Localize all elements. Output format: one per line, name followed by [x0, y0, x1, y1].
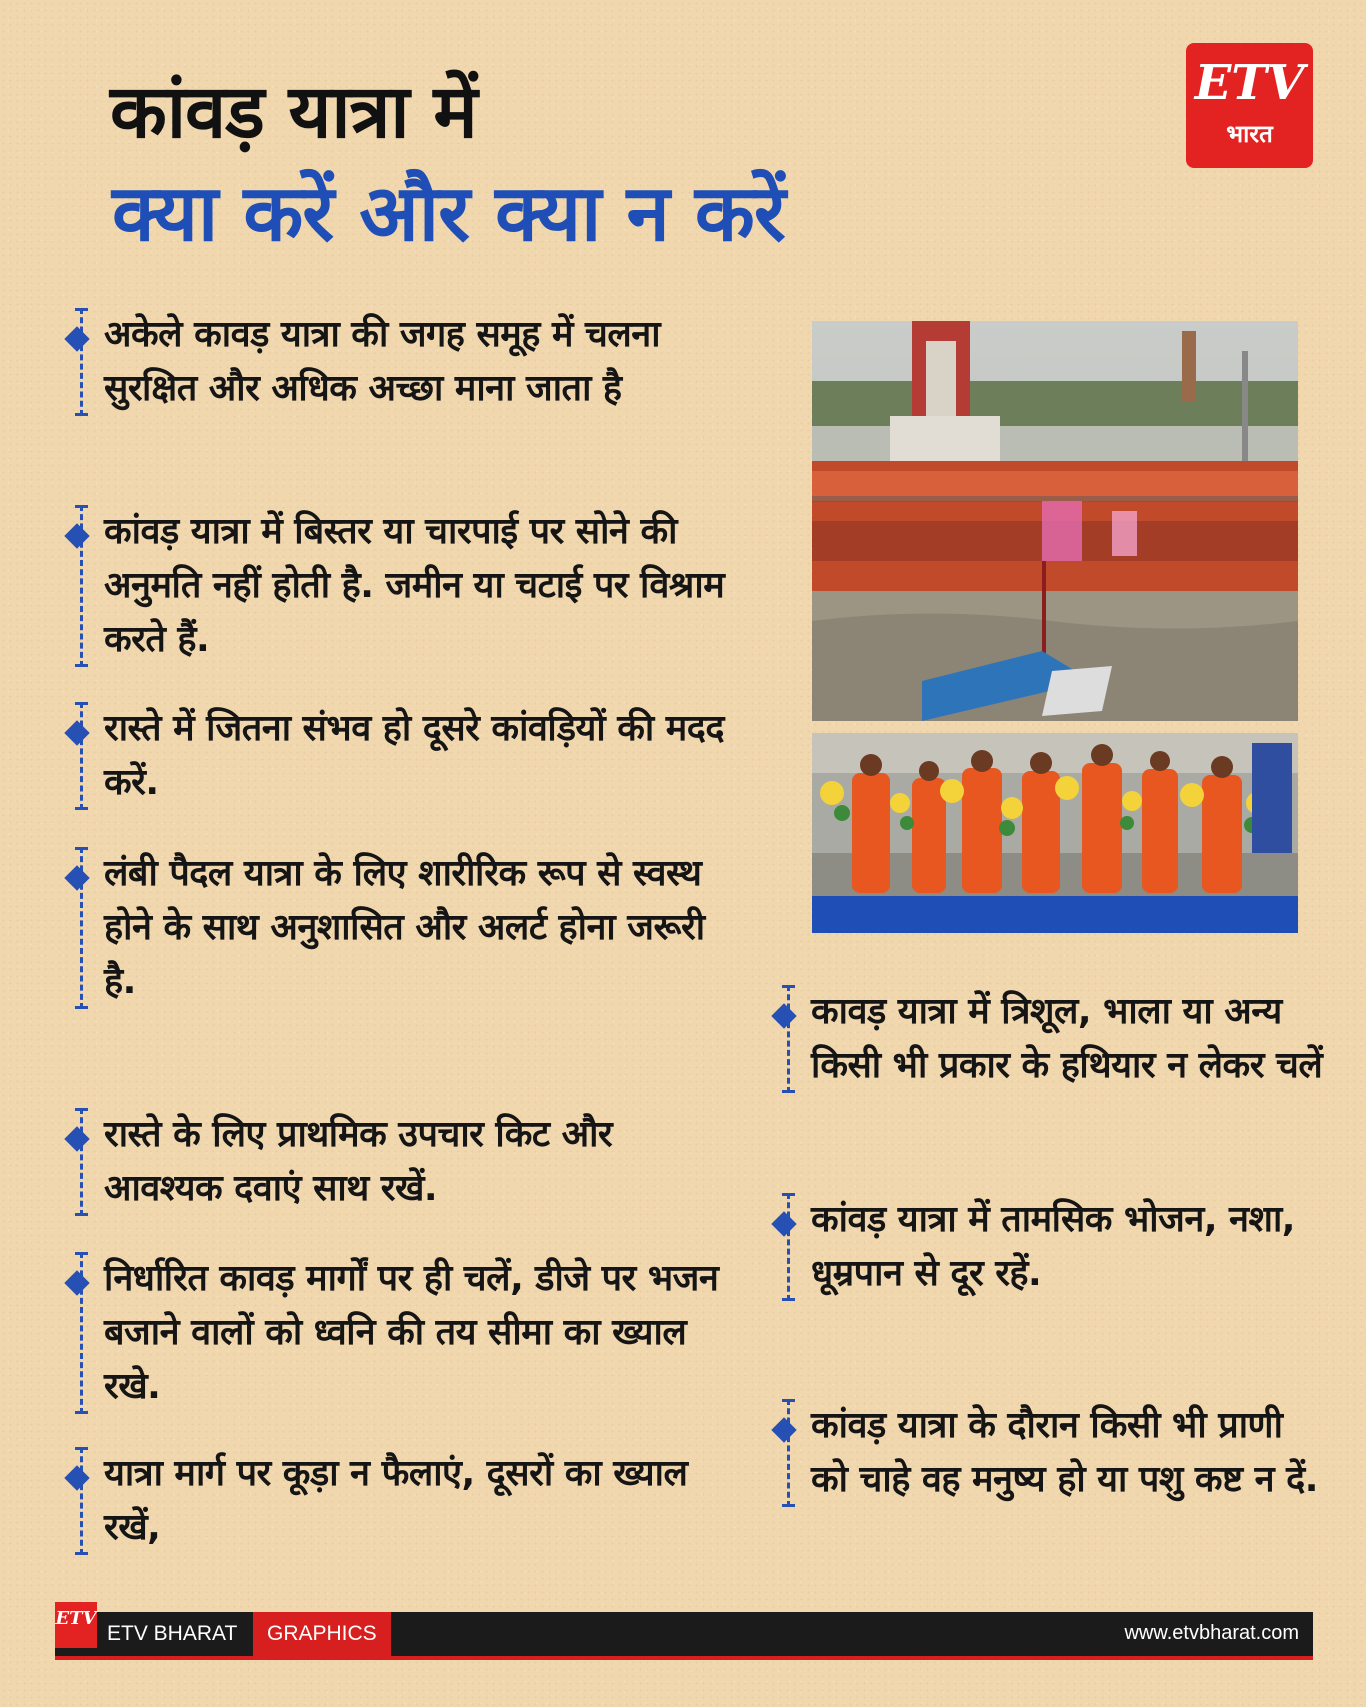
footer-bar: [55, 1608, 1313, 1660]
do-item-7: [80, 1447, 730, 1555]
title-line-2: क्या करें और क्या न करें: [112, 169, 785, 259]
logo-sub: भारत: [1226, 120, 1273, 148]
footer-url[interactable]: www.etvbharat.com: [1124, 1622, 1299, 1644]
item-text: निर्धारित कावड़ मार्गों पर ही चलें, डीजे पर भजन बजाने वालों को ध्वनि की तय सीमा का ख्याल रखे.: [104, 1258, 719, 1407]
photo-blue-band: [812, 896, 1298, 933]
footer-brand: ETV BHARAT: [107, 1622, 238, 1645]
etv-bharat-logo: [1186, 43, 1313, 168]
footer-logo: ETV: [55, 1602, 97, 1648]
item-text: रास्ते के लिए प्राथमिक उपचार किट और आवश्यक दवाएं साथ रखें.: [104, 1114, 613, 1209]
bullet-diamond-icon: [64, 1465, 89, 1490]
item-text: कांवड़ यात्रा में बिस्तर या चारपाई पर सोने की अनुमति नहीं होती है. जमीन या चटाई पर विश्राम करते हैं.: [104, 511, 725, 660]
bullet-diamond-icon: [64, 326, 89, 351]
item-text: कांवड़ यात्रा के दौरान किसी भी प्राणी को चाहे वह मनुष्य हो या पशु कष्ट न दें.: [811, 1405, 1318, 1500]
do-item-5: [80, 1108, 730, 1216]
bullet-diamond-icon: [64, 1270, 89, 1295]
title-line-1: कांवड़ यात्रा में: [110, 69, 477, 155]
kanwariya-group-photo: [812, 733, 1298, 933]
bullet-diamond-icon: [64, 1126, 89, 1151]
bullet-diamond-icon: [64, 865, 89, 890]
do-item-2: [80, 505, 730, 667]
item-text: कावड़ यात्रा में त्रिशूल, भाला या अन्य किसी भी प्रकार के हथियार न लेकर चलें: [811, 991, 1323, 1086]
dont-item-3: [787, 1399, 1327, 1507]
logo-mark: ETV: [1194, 55, 1305, 111]
ghat-crowd-photo: [812, 321, 1298, 721]
item-text: कांवड़ यात्रा में तामसिक भोजन, नशा, धूम्रपान से दूर रहें.: [811, 1199, 1295, 1294]
item-text: रास्ते में जितना संभव हो दूसरे कांवड़ियों की मदद करें.: [104, 708, 725, 803]
bullet-diamond-icon: [64, 720, 89, 745]
dont-item-1: [787, 985, 1327, 1093]
bullet-diamond-icon: [64, 523, 89, 548]
item-text: अकेले कावड़ यात्रा की जगह समूह में चलना सुरक्षित और अधिक अच्छा माना जाता है: [104, 314, 661, 409]
bullet-diamond-icon: [771, 1211, 796, 1236]
item-text: लंबी पैदल यात्रा के लिए शारीरिक रूप से स्वस्थ होने के साथ अनुशासित और अलर्ट होना जरूरी है.: [104, 853, 705, 1002]
bullet-diamond-icon: [771, 1003, 796, 1028]
do-item-1: [80, 308, 730, 416]
bullet-diamond-icon: [771, 1417, 796, 1442]
footer-graphics-tag: GRAPHICS: [253, 1612, 391, 1656]
item-text: यात्रा मार्ग पर कूड़ा न फैलाएं, दूसरों का ख्याल रखें,: [104, 1453, 688, 1548]
dont-item-2: [787, 1193, 1327, 1301]
do-item-3: [80, 702, 730, 810]
do-item-4: [80, 847, 730, 1009]
do-item-6: [80, 1252, 730, 1414]
